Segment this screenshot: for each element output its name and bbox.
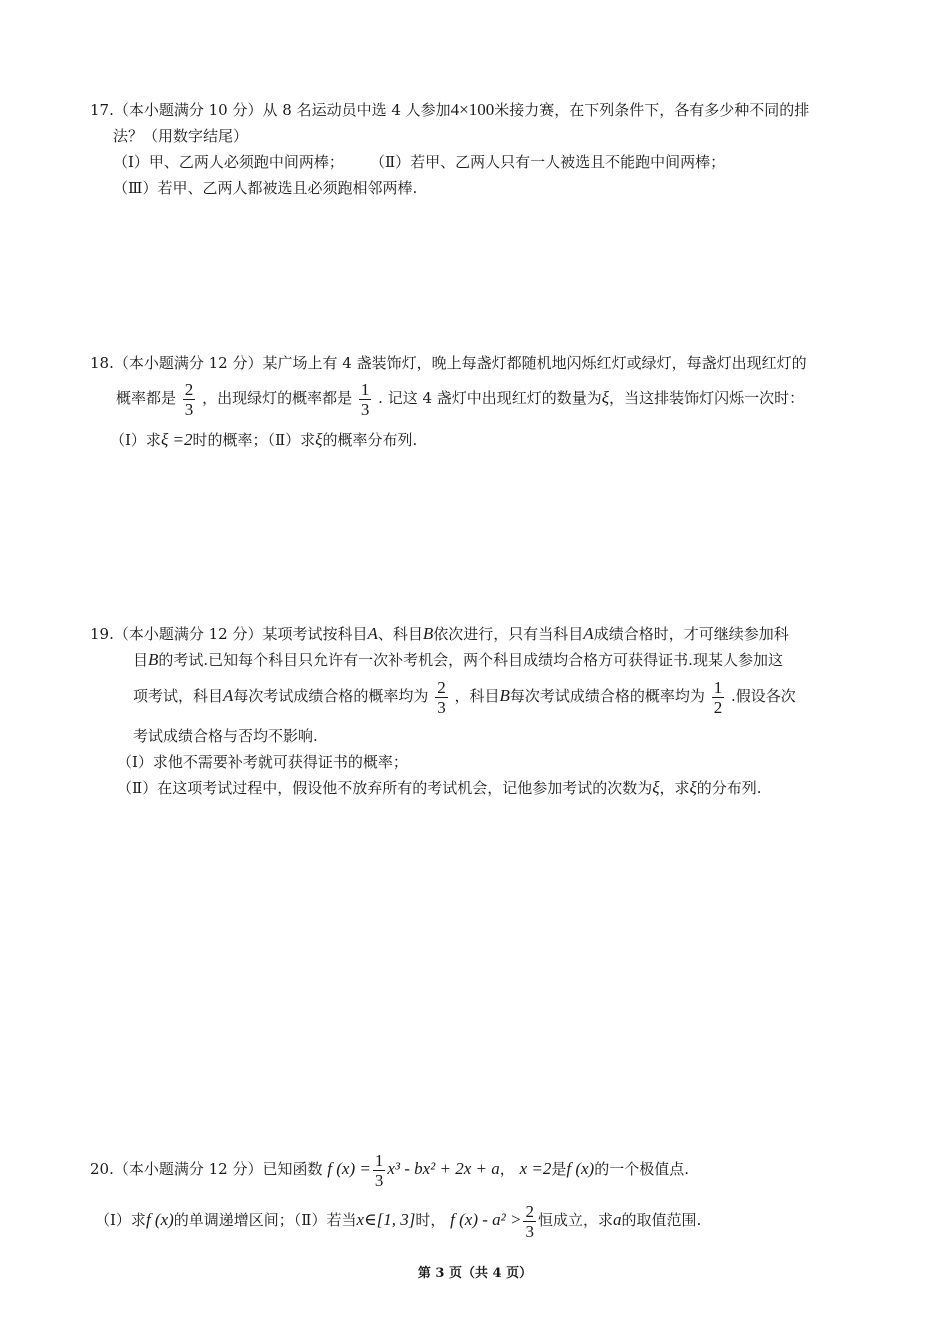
frac-num: 1 bbox=[713, 677, 723, 697]
q19-part2 bbox=[117, 778, 762, 798]
var-a: A bbox=[223, 686, 234, 705]
q18-number: 18. bbox=[90, 354, 114, 372]
q18-text: 的概率分布列. bbox=[322, 431, 418, 449]
frac-num: 2 bbox=[437, 677, 446, 697]
q20-math: f (x) = bbox=[327, 1159, 371, 1178]
frac-den: 3 bbox=[184, 399, 194, 419]
xi-symbol: ξ bbox=[315, 430, 323, 449]
frac-num: 2 bbox=[184, 379, 194, 399]
q18-text: . 记这 4 盏灯中出现红灯的数量为 bbox=[378, 389, 602, 407]
var-b: B bbox=[499, 686, 510, 705]
q20-text: 的取值范围. bbox=[621, 1211, 702, 1229]
xi-symbol: ξ bbox=[689, 778, 697, 797]
q18-line2 bbox=[116, 376, 804, 420]
xi-symbol: ξ bbox=[652, 778, 660, 797]
q18-fraction-red bbox=[183, 380, 196, 419]
q20-text: （本小题满分 12 分）已知函数 bbox=[113, 1160, 323, 1178]
q19-number: 19. bbox=[90, 625, 114, 643]
q19-text: 的考试.已知每个科目只允许有一次补考机会，两个科目成绩均合格方可获得证书.现某人参加这 bbox=[158, 651, 783, 669]
q18-line1 bbox=[90, 353, 807, 373]
frac-num: 1 bbox=[374, 1150, 384, 1170]
frac-num: 2 bbox=[525, 1201, 534, 1221]
q18-text: （Ⅰ）求 bbox=[110, 431, 161, 449]
q19-line3 bbox=[133, 674, 796, 718]
q18-text: 概率都是 bbox=[116, 389, 177, 407]
q17-line1 bbox=[90, 100, 809, 120]
q19-text: 目 bbox=[133, 651, 149, 669]
q19-line2 bbox=[133, 650, 783, 670]
q20-math: x³ - bx² + 2x + a bbox=[387, 1159, 500, 1178]
xi-symbol: ξ bbox=[601, 388, 610, 407]
q20-fraction-ineq bbox=[523, 1202, 536, 1241]
q18-parts bbox=[110, 430, 417, 450]
frac-num: 1 bbox=[360, 379, 370, 399]
q20-math: f (x) bbox=[566, 1159, 595, 1178]
q17-text: 米接力赛，在下列条件下，各有多少种不同的排 bbox=[494, 101, 810, 119]
q20-text: 的一个极值点. bbox=[594, 1160, 689, 1178]
q17-part1: （Ⅰ）甲、乙两人必须跑中间两棒； bbox=[113, 153, 344, 171]
page-footer: 第 3 页（共 4 页） bbox=[417, 1266, 533, 1281]
q18-fraction-green bbox=[359, 380, 372, 419]
q18-text: ，当这排装饰灯闪烁一次时： bbox=[609, 389, 805, 407]
q20-text: 时， bbox=[415, 1211, 446, 1229]
q20-math: f (x) bbox=[145, 1210, 174, 1229]
frac-den: 3 bbox=[360, 399, 370, 419]
frac-den: 3 bbox=[374, 1170, 384, 1190]
q19-text: （本小题满分 12 分）某项考试按科目 bbox=[113, 625, 368, 643]
q17-part1-row bbox=[113, 152, 725, 172]
q19-line4: 考试成绩合格与否均不影响. bbox=[133, 727, 318, 745]
q19-text: （Ⅱ）在这项考试过程中，假设他不放弃所有的考试机会，记他参加考试的次数为 bbox=[117, 779, 653, 797]
q20-text: ， bbox=[499, 1160, 515, 1178]
q19-text: 成绩合格时，才可继续参加科 bbox=[593, 625, 789, 643]
q20-math: f (x) - a² > bbox=[450, 1210, 522, 1229]
var-b: B bbox=[422, 624, 434, 643]
q18-math: ξ =2 bbox=[160, 430, 193, 449]
q19-text: ，求 bbox=[659, 779, 690, 797]
q20-fraction bbox=[373, 1151, 386, 1190]
q18-text: 时的概率；（Ⅱ）求 bbox=[192, 431, 316, 449]
var-b: B bbox=[148, 650, 159, 669]
q20-text: 是 bbox=[551, 1160, 567, 1178]
q19-text: 项考试，科目 bbox=[133, 687, 224, 705]
var-a-lower: a bbox=[613, 1210, 622, 1229]
frac-den: 3 bbox=[437, 697, 446, 717]
q17-math: 4×100 bbox=[450, 100, 495, 119]
q17-part3: （Ⅲ）若甲、乙两人都被选且必须跑相邻两棒. bbox=[113, 179, 418, 197]
q17-number: 17. bbox=[90, 101, 114, 119]
q19-text: 依次进行，只有当科目 bbox=[433, 625, 584, 643]
q17-part2: （Ⅱ）若甲、乙两人只有一人被选且不能跑中间两棒； bbox=[369, 153, 726, 171]
q20-text: 恒成立，求 bbox=[537, 1211, 613, 1229]
q20-line1 bbox=[90, 1145, 689, 1193]
var-a: A bbox=[367, 624, 378, 643]
frac-den: 3 bbox=[525, 1221, 534, 1241]
q20-text: 的单调递增区间；（Ⅱ）若当 bbox=[173, 1211, 357, 1229]
q19-text: 每次考试成绩合格的概率均为 bbox=[233, 687, 429, 705]
q20-number: 20. bbox=[90, 1160, 114, 1178]
q20-text: （Ⅰ）求 bbox=[95, 1211, 146, 1229]
q19-line1 bbox=[90, 624, 789, 644]
q19-fraction-a bbox=[435, 678, 448, 717]
q20-line2 bbox=[95, 1198, 701, 1242]
var-a: A bbox=[583, 624, 594, 643]
q19-text: ，科目 bbox=[454, 687, 500, 705]
q18-text: （本小题满分 12 分）某广场上有 4 盏装饰灯，晚上每盏灯都随机地闪烁红灯或绿灯，每盏灯出现红灯的 bbox=[113, 354, 807, 372]
frac-den: 2 bbox=[713, 697, 723, 717]
q17-text: （本小题满分 10 分）从 8 名运动员中选 4 人参加 bbox=[113, 101, 451, 119]
q19-fraction-b bbox=[712, 678, 725, 717]
q19-text: 的分布列. bbox=[696, 779, 762, 797]
q20-math: x =2 bbox=[519, 1159, 552, 1178]
q19-text: 、科目 bbox=[377, 625, 423, 643]
q19-part1: （Ⅰ）求他不需要补考就可获得证书的概率； bbox=[117, 753, 408, 771]
q17-line2: 法？（用数字结尾） bbox=[113, 127, 249, 145]
q20-math: x∈[1, 3] bbox=[356, 1210, 416, 1229]
q19-text: .假设各次 bbox=[730, 687, 796, 705]
q19-text: 每次考试成绩合格的概率均为 bbox=[509, 687, 705, 705]
q18-text: ，出现绿灯的概率都是 bbox=[202, 389, 353, 407]
